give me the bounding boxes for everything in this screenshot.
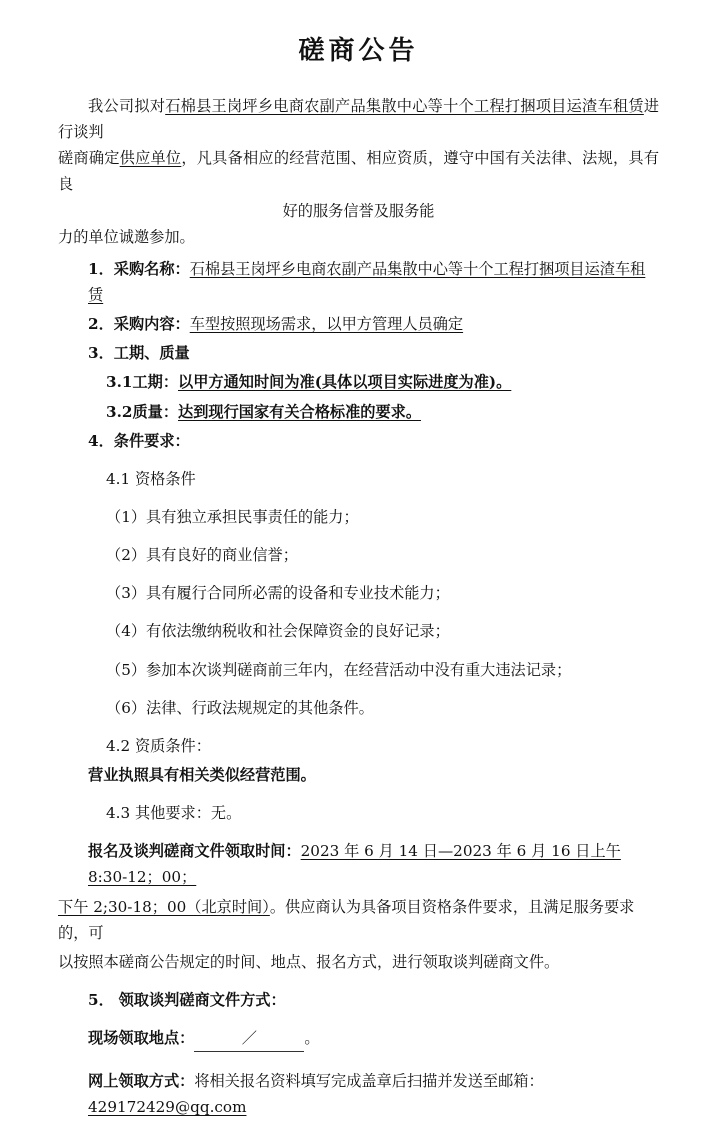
section-4-3 <box>58 800 659 826</box>
item-3-1 <box>58 369 659 395</box>
section-4-2-number: 4.2 <box>106 736 131 755</box>
item-3-2 <box>58 399 659 425</box>
spacer-3 <box>58 724 659 730</box>
spacer-c2 <box>58 571 659 577</box>
signup-label: 报名及谈判磋商文件领取时间： <box>88 842 301 861</box>
intro-line1-post: 进行谈判 <box>58 97 660 142</box>
intro-line-4: 力的单位诚邀参加。 <box>58 227 195 246</box>
onsite-pickup-value[interactable]: ／ <box>194 1025 304 1052</box>
spacer-1 <box>58 457 659 463</box>
signup-time: 2023 年 6 月 14 日—2023 年 6 月 16 日上午 8:30-12；00； <box>88 842 621 887</box>
spacer-c5 <box>58 686 659 692</box>
item-2-label: 采购内容： <box>113 315 190 334</box>
item-3-2-number: 3.2 <box>106 402 133 421</box>
page-title: 磋商公告 <box>298 36 419 66</box>
contact-email[interactable]: 429172429@qq.com <box>88 1098 247 1117</box>
spacer-5 <box>58 829 659 835</box>
condition-2: （2）具有良好的商业信誉； <box>106 546 298 565</box>
online-pickup-label: 网上领取方式： <box>88 1072 195 1091</box>
intro-supplier-unit: 供应单位 <box>119 149 182 168</box>
item-5-number: 5． <box>88 990 114 1009</box>
condition-3: （3）具有履行合同所必需的设备和专业技术能力； <box>106 584 450 603</box>
condition-1: （1）具有独立承担民事责任的能力； <box>106 507 359 526</box>
item-4-label: 条件要求： <box>113 431 190 450</box>
condition-5: （5）参加本次谈判磋商前三年内，在经营活动中没有重大违法记录； <box>106 660 572 679</box>
section-4-1 <box>58 466 659 492</box>
section-4-2-label: 资质条件： <box>134 736 211 755</box>
spacer-2 <box>58 495 659 501</box>
intro-line-2 <box>58 145 659 197</box>
section-4-3-label: 其他要求：无。 <box>134 804 242 823</box>
signup-line-3: 以按照本磋商公告规定的时间、地点、报名方式，进行领取谈判磋商文件。 <box>58 952 560 971</box>
condition-6: （6）法律、行政法规规定的其他条件。 <box>106 698 374 717</box>
intro-line3-text: 好的服务信誉及服务能 <box>282 201 435 220</box>
signup-line2-post: 。供应商认为具备项目资格条件要求，且满足服务要求的，可 <box>58 897 635 942</box>
online-pickup <box>58 1068 659 1120</box>
item-3-number: 3． <box>88 344 114 363</box>
signup-line-2 <box>58 894 659 946</box>
item-1-label: 采购名称： <box>113 259 190 278</box>
intro-project-name: 石棉县王岗坪乡电商农副产品集散中心等十个工程打捆项目运渣车租赁 <box>165 97 644 115</box>
item-1-number: 1． <box>88 259 114 278</box>
onsite-pickup-label: 现场领取地点： <box>88 1029 195 1048</box>
item-3-1-number: 3.1 <box>106 373 133 392</box>
item-4 <box>58 428 659 454</box>
spacer-c1 <box>58 533 659 539</box>
item-1-value: 石棉县王岗坪乡电商农副产品集散中心等十个工程打捆项目运渣车租赁 <box>88 259 646 304</box>
intro-line-3 <box>58 198 659 224</box>
spacer-6 <box>58 978 659 984</box>
item-5-label: 领取谈判磋商文件方式： <box>118 990 286 1009</box>
item-3-label: 工期、质量 <box>113 344 190 363</box>
intro-line2-post: ，凡具备相应的经营范围、相应资质，遵守中国有关法律、法规，具有良 <box>58 149 660 194</box>
item-4-number: 4． <box>88 431 114 450</box>
item-3 <box>58 340 659 366</box>
item-3-1-label: 工期： <box>132 373 178 392</box>
onsite-pickup <box>58 1025 659 1052</box>
spacer-c4 <box>58 648 659 654</box>
item-3-1-value: 以甲方通知时间为准(具体以项目实际进度为准)。 <box>178 373 512 392</box>
item-2-value: 车型按照现场需求，以甲方管理人员确定 <box>189 315 464 334</box>
intro-paragraph <box>58 93 659 250</box>
condition-4: （4）有依法缴纳税收和社会保障资金的良好记录； <box>106 622 450 641</box>
document-body <box>0 93 717 1121</box>
spacer-4 <box>58 791 659 797</box>
spacer-7 <box>58 1016 659 1022</box>
signup-time-2: 下午 2;30-18；00（北京时间） <box>58 897 270 916</box>
item-3-2-value: 达到现行国家有关合格标准的要求。 <box>178 402 421 421</box>
section-4-1-label: 资格条件 <box>134 469 196 488</box>
item-2 <box>58 311 659 337</box>
onsite-pickup-period: 。 <box>304 1029 320 1048</box>
section-4-2 <box>58 733 659 759</box>
spacer-8 <box>58 1055 659 1065</box>
document-page <box>0 30 717 1117</box>
section-4-2-text: 营业执照具有相关类似经营范围。 <box>88 765 316 784</box>
item-3-2-label: 质量： <box>132 402 178 421</box>
intro-line2-pre: 磋商确定 <box>58 149 120 168</box>
intro-line-1 <box>58 93 659 145</box>
item-2-number: 2． <box>88 315 114 334</box>
signup-line-1 <box>58 838 659 890</box>
spacer-c3 <box>58 609 659 615</box>
intro-line1-pre: 我公司拟对 <box>88 97 166 115</box>
item-5 <box>58 987 659 1013</box>
section-4-1-number: 4.1 <box>106 469 131 488</box>
item-1 <box>58 256 659 308</box>
online-pickup-text: 将相关报名资料填写完成盖章后扫描并发送至邮箱： <box>194 1072 544 1091</box>
section-4-3-number: 4.3 <box>106 804 131 823</box>
